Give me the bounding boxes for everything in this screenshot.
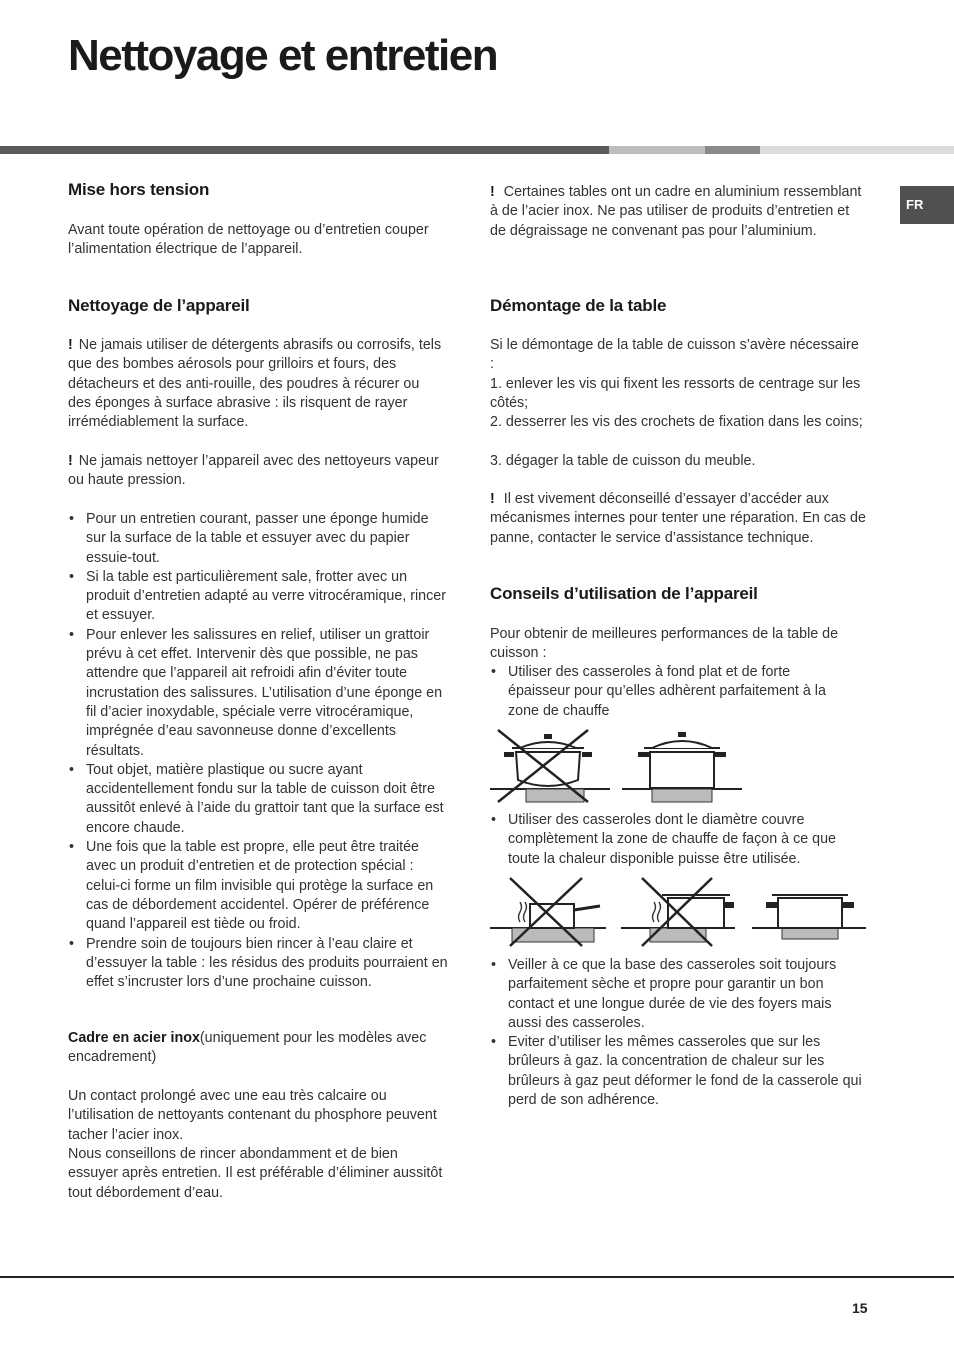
exclamation-icon: ! [490, 491, 495, 507]
demontage-step-2: 2. desserrer les vis des crochets de fixation dans les coins; [490, 414, 863, 430]
exclamation-icon: ! [68, 453, 73, 469]
heading-mise-hors-tension: Mise hors tension [68, 180, 210, 199]
exclamation-icon: ! [68, 337, 73, 353]
conseils-intro: Pour obtenir de meilleures performances de la table de cuisson : [490, 626, 839, 662]
header-bar-mid [705, 146, 760, 154]
exclamation-icon: ! [490, 184, 495, 200]
pot-correct-icon [622, 732, 742, 802]
pot-offset-icon [621, 878, 735, 946]
heading-conseils: Conseils d’utilisation de l’appareil [490, 584, 758, 603]
warning-abrasifs [68, 336, 446, 432]
language-tab: FR [900, 186, 954, 224]
page-title: Nettoyage et entretien [68, 31, 498, 80]
inox-text-1: Un contact prolongé avec une eau très calcaire ou l’utilisation de nettoyants contenant du phosphore peuvent tacher l’acier inox. [68, 1088, 437, 1143]
warning-abrasifs-text: Ne jamais utiliser de détergents abrasifs ou corrosifs, tels que des bombes aérosols pour grilloirs et fours, des détacheurs et des anti-rouille, des poudres à récurer ou des éponges à surface abrasive : ils risquent de rayer irrémédiablement la surface. [68, 337, 442, 431]
list-item: • Pour enlever les salissures en relief, utiliser un grattoir prévu à cet effet. Intervenir dès que possible, ne pas attendre que l’appareil ait refroidi afin d’éviter toute incrustation des salissures. L’utilisation d’une éponge en fil d’acier inoxydable, spéciale verre vitrocéramique, imprégnée d’eau savonneuse donne d’excellents résultats. [68, 626, 448, 761]
warning-aluminium-text: Certaines tables ont un cadre en aluminium ressemblant à de l’acier inox. Ne pas utiliser de produits d’entretien et de dégraissage ne convenant pas pour l’aluminium. [490, 184, 862, 239]
list-item: • Utiliser des casseroles à fond plat et de forte épaisseur pour qu’elles adhèrent parfaitement à la zone de chauffe [490, 663, 852, 721]
header-bar-light [609, 146, 705, 154]
list-item: • Prendre soin de toujours bien rincer à l’eau claire et d’essuyer la table : les résidus des produits pourraient en effet s’incruster lors d’une prochaine cuisson. [68, 935, 448, 993]
header-bar-lightest [760, 146, 954, 154]
list-item: • Eviter d’utiliser les mêmes casseroles que sur les brûleurs à gaz. la concentration de chaleur sur les brûleurs à gaz peut déformer le fond de la casserole qui perd de son adhérence. [490, 1033, 868, 1110]
heading-nettoyage: Nettoyage de l’appareil [68, 296, 250, 315]
pot-too-small-icon [490, 878, 606, 946]
inox-text-2: Nous conseillons de rincer abondamment et de bien essuyer après entretien. Il est préférable d’éliminer aussitôt tout débordement d’eau. [68, 1146, 443, 1201]
conseils-list-2 [490, 811, 852, 869]
page-number: 15 [852, 1300, 868, 1316]
inox-bold-label: Cadre en acier inox [68, 1030, 200, 1046]
list-item: • Veiller à ce que la base des casseroles soit toujours parfaitement sèche et propre pour garantir un bon contact et une longue durée de vie des foyers mais aussi des casseroles. [490, 956, 868, 1033]
demontage-intro: Si le démontage de la table de cuisson s’avère nécessaire : [490, 337, 859, 373]
warning-aluminium [490, 183, 866, 241]
pot-deformed-icon [490, 730, 610, 802]
inox-heading [68, 1029, 446, 1068]
inox-note: (uniquement pour les modèles avec encadrement) [68, 1030, 427, 1066]
pot-correct-size-icon [752, 895, 866, 939]
nettoyage-list [68, 510, 448, 992]
list-item: • Tout objet, matière plastique ou sucre ayant accidentellement fondu sur la table de cuisson doit être aussitôt enlevé à l’aide du grattoir tant que la surface est encore chaude. [68, 761, 448, 838]
warning-vapeur [68, 452, 446, 491]
list-item: • Pour un entretien courant, passer une éponge humide sur la surface de la table et essuyer avec du papier essuie-tout. [68, 510, 448, 568]
pot-flat-bottom-illustration [490, 728, 750, 804]
demontage-step-1: 1. enlever les vis qui fixent les ressorts de centrage sur les côtés; [490, 376, 861, 412]
demontage-step-3: 3. dégager la table de cuisson du meuble. [490, 453, 756, 469]
mise-hors-tension-text: Avant toute opération de nettoyage ou d’entretien couper l’alimentation électrique de l’appareil. [68, 222, 429, 258]
conseils-list-3 [490, 956, 868, 1110]
warning-reparation-text: Il est vivement déconseillé d’essayer d’accéder aux mécanismes internes pour tenter une réparation. En cas de panne, contacter le service d’assistance technique. [490, 491, 866, 546]
list-item: • Utiliser des casseroles dont le diamètre couvre complètement la zone de chauffe de façon à ce que toute la chaleur disponible puisse être utilisée. [490, 811, 852, 869]
pot-diameter-illustration [490, 876, 868, 948]
heading-demontage: Démontage de la table [490, 296, 667, 315]
conseils-list-1 [490, 663, 852, 721]
warning-vapeur-text: Ne jamais nettoyer l’appareil avec des nettoyeurs vapeur ou haute pression. [68, 453, 439, 489]
header-bar-dark [0, 146, 609, 154]
footer-rule [0, 1276, 954, 1278]
list-item: • Une fois que la table est propre, elle peut être traitée avec un produit d’entretien et de protection spécial : celui-ci forme un film invisible qui protège la surface en cas de débordement accidentel. Opérer de préférence quand l’appareil est tiède ou froid. [68, 838, 448, 934]
list-item: • Si la table est particulièrement sale, frotter avec un produit d’entretien adapté au verre vitrocéramique, rincer et essuyer. [68, 568, 448, 626]
warning-reparation [490, 490, 866, 548]
